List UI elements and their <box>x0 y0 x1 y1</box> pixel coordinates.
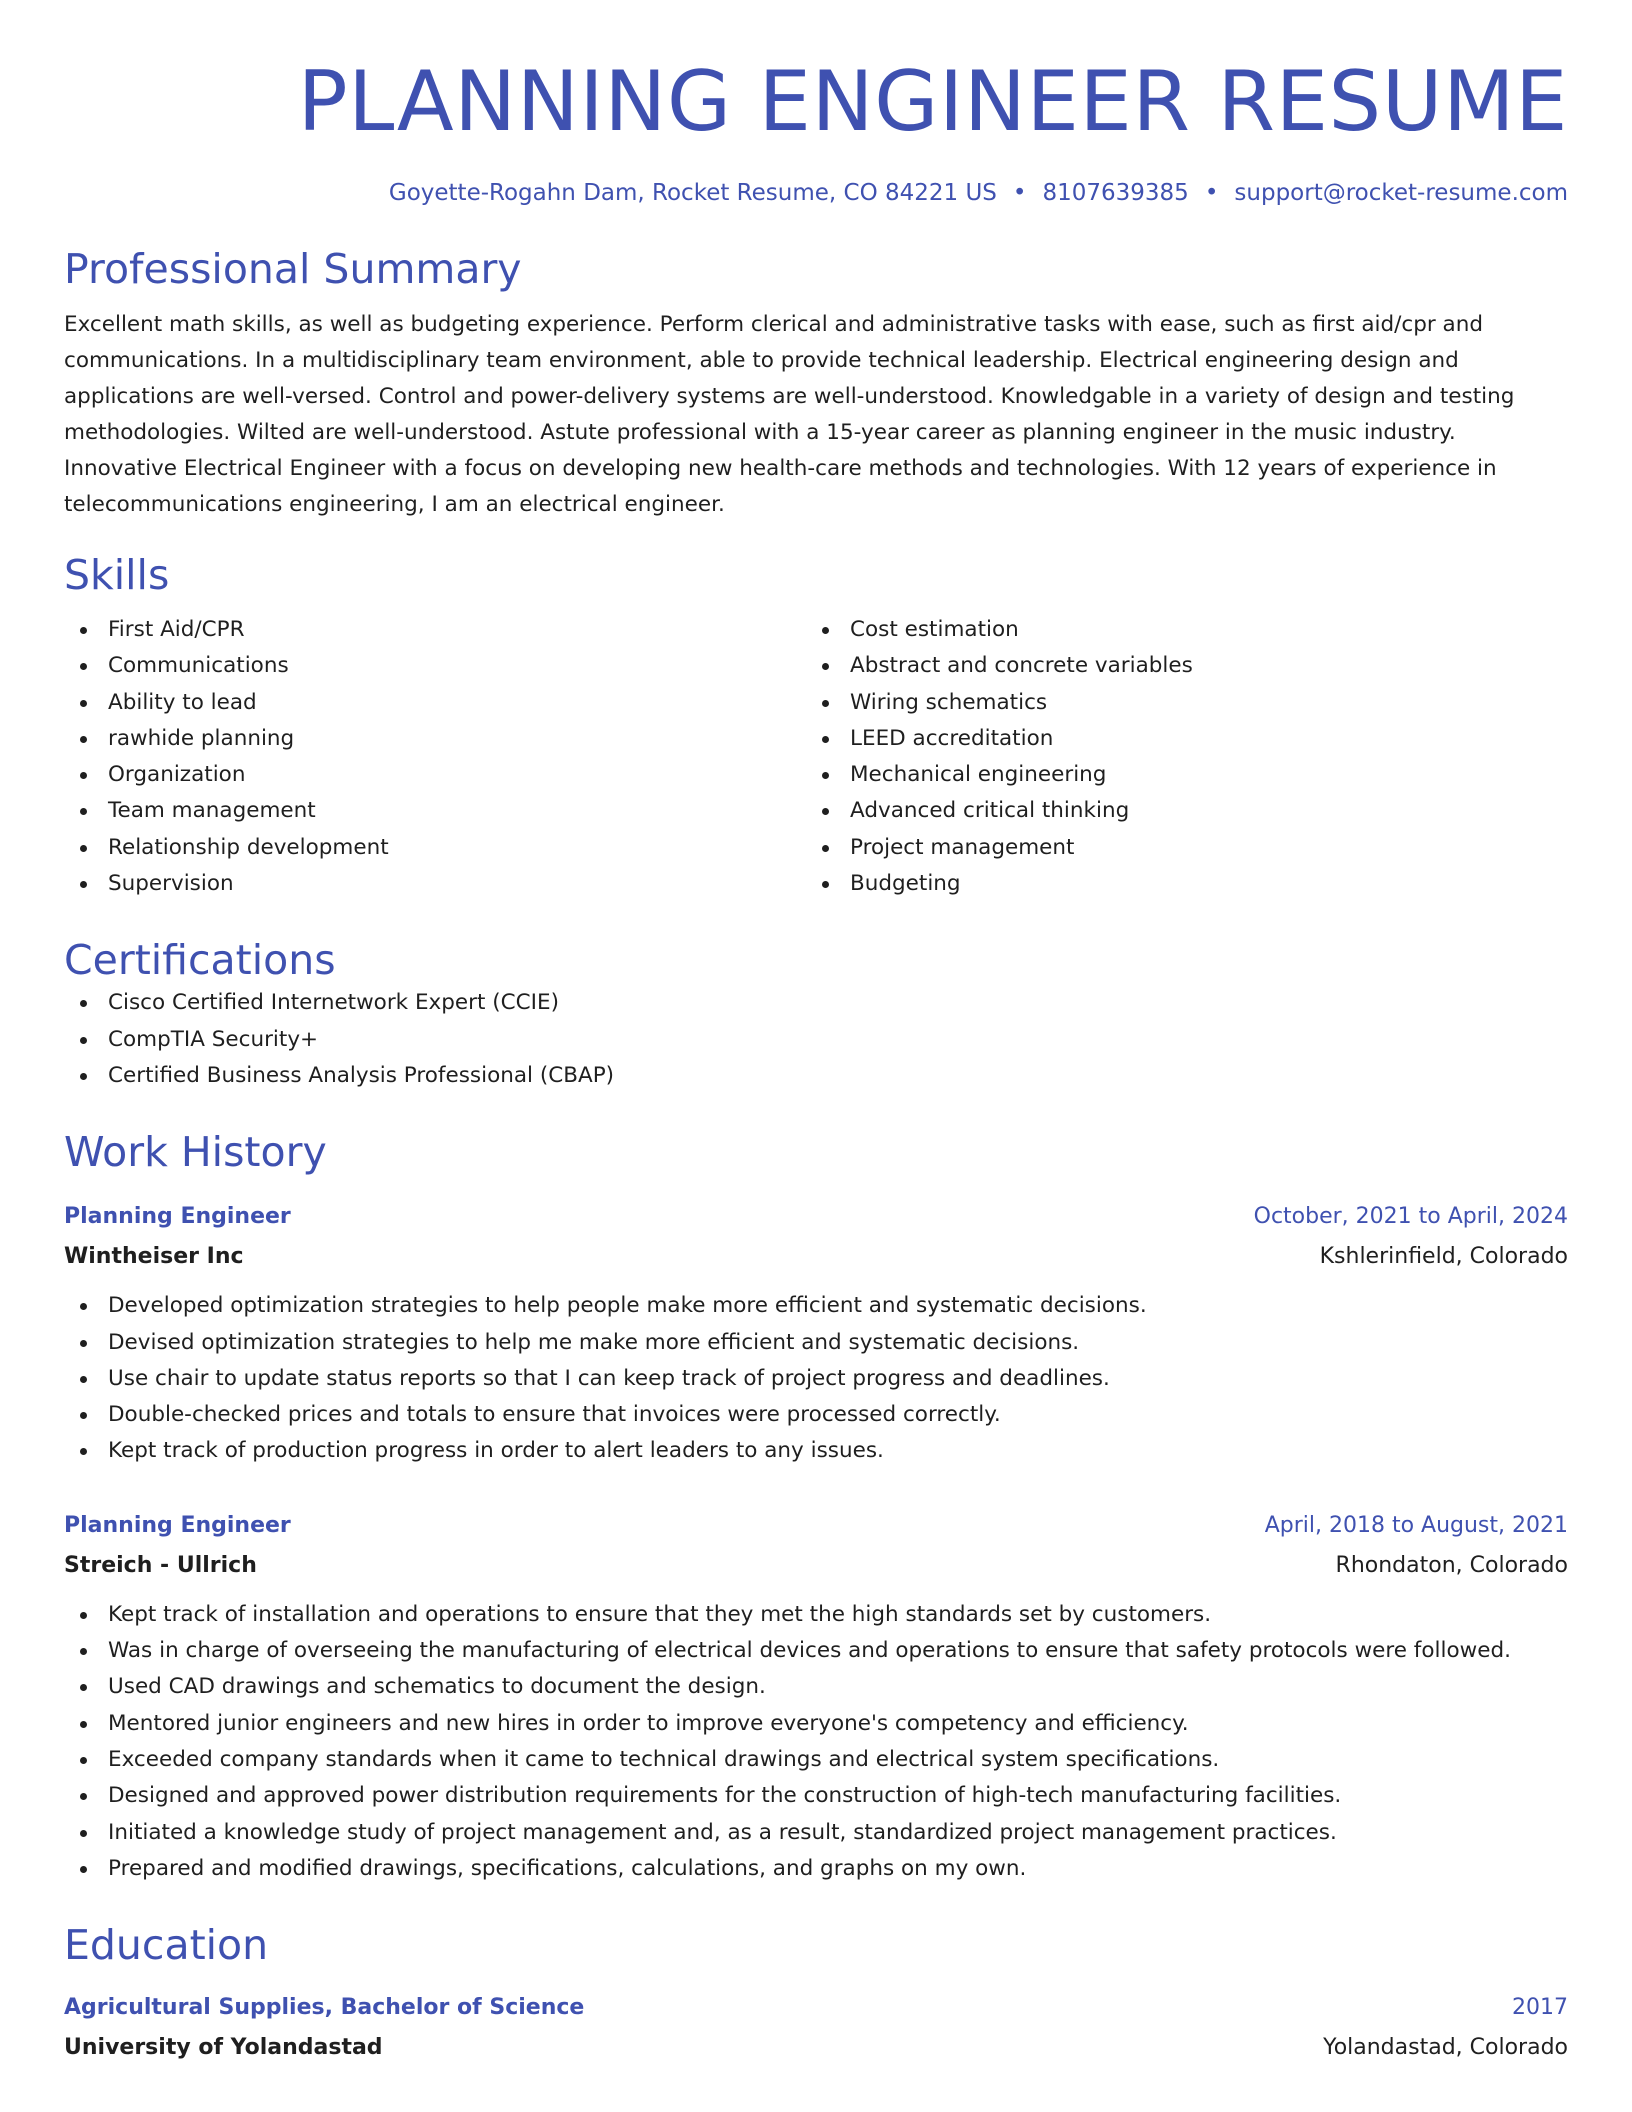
certifications-list <box>64 985 1568 1094</box>
list-item: LEED accreditation <box>850 721 1568 757</box>
contact-separator: • <box>1012 180 1027 206</box>
job-duties-list <box>64 1597 1568 1887</box>
list-item: Was in charge of overseeing the manufacturing of electrical devices and operations to ensure that safety protocols were followed. <box>108 1633 1568 1669</box>
list-item: rawhide planning <box>108 721 806 757</box>
job-company-row <box>64 1237 1568 1277</box>
skills-section <box>64 550 1568 902</box>
list-item: Budgeting <box>850 866 1568 902</box>
job-company: Wintheiser Inc <box>64 1244 244 1270</box>
list-item: Abstract and concrete variables <box>850 648 1568 684</box>
list-item: Exceeded company standards when it came to technical drawings and electrical system specifications. <box>108 1742 1568 1778</box>
list-item: Initiated a knowledge study of project management and, as a result, standardized project management practices. <box>108 1815 1568 1851</box>
list-item: Communications <box>108 648 806 684</box>
contact-email: support@rocket-resume.com <box>1234 180 1568 206</box>
job-company: Streich - Ullrich <box>64 1552 257 1578</box>
skills-list-right <box>806 612 1568 902</box>
job-dates: October, 2021 to April, 2024 <box>1253 1204 1568 1230</box>
section-heading-education: Education <box>64 1921 269 1970</box>
work-history-section <box>64 1127 1568 1887</box>
job-header-row <box>64 1506 1568 1546</box>
list-item: Double-checked prices and totals to ensure that invoices were processed correctly. <box>108 1397 1568 1433</box>
job-company-row <box>64 1546 1568 1586</box>
list-item: Ability to lead <box>108 685 806 721</box>
education-section <box>64 1920 1568 2068</box>
education-year: 2017 <box>1512 1995 1568 2021</box>
job-title: Planning Engineer <box>64 1512 291 1538</box>
page-title: PLANNING ENGINEER RESUME <box>297 53 1568 150</box>
list-item: Organization <box>108 757 806 793</box>
list-item: Developed optimization strategies to help people make more efficient and systematic decisions. <box>108 1288 1568 1324</box>
skills-list-left <box>64 612 806 902</box>
education-school: University of Yolandastad <box>64 2035 383 2061</box>
list-item: Certified Business Analysis Professional (CBAP) <box>108 1058 1568 1094</box>
summary-text: Excellent math skills, as well as budgeting experience. Perform clerical and administrative tasks with ease, such as first aid/cpr and communications. In a multidisciplinary team environment, able to provide technical leadership. Electrical engineering design and applications are well-versed. Control and power-delivery systems are well-understood. Knowledgable in a variety of design and testing methodologies. Wilted are well-understood. Astute professional with a 15-year career as planning engineer in the music industry. Innovative Electrical Engineer with a focus on developing new health-care methods and technologies. With 12 years of experience in telecommunications engineering, I am an electrical engineer. <box>64 312 1515 517</box>
list-item: Team management <box>108 793 806 829</box>
education-degree: Agricultural Supplies, Bachelor of Science <box>64 1995 585 2021</box>
list-item: Mentored junior engineers and new hires in order to improve everyone's competency and efficiency. <box>108 1706 1568 1742</box>
summary-section <box>64 244 1568 523</box>
section-heading-summary: Professional Summary <box>64 245 522 293</box>
list-item: Relationship development <box>108 830 806 866</box>
list-item: Supervision <box>108 866 806 902</box>
section-heading-certifications: Certifications <box>64 936 336 985</box>
list-item: Kept track of production progress in order to alert leaders to any issues. <box>108 1433 1568 1469</box>
job-dates: April, 2018 to August, 2021 <box>1264 1512 1568 1538</box>
list-item: Cost estimation <box>850 612 1568 648</box>
section-heading-work-history: Work History <box>64 1128 327 1177</box>
list-item: Kept track of installation and operations to ensure that they met the high standards set by customers. <box>108 1597 1568 1633</box>
list-item: Use chair to update status reports so that I can keep track of project progress and deadlines. <box>108 1361 1568 1397</box>
list-item: Prepared and modified drawings, specifications, calculations, and graphs on my own. <box>108 1851 1568 1887</box>
list-item: Devised optimization strategies to help me make more efficient and systematic decisions. <box>108 1325 1568 1361</box>
list-item: Project management <box>850 830 1568 866</box>
job-duties-list <box>64 1288 1568 1469</box>
education-header-row <box>64 1988 1568 2028</box>
skills-grid <box>64 612 1568 902</box>
list-item: CompTIA Security+ <box>108 1022 1568 1058</box>
education-location: Yolandastad, Colorado <box>1323 2035 1568 2061</box>
list-item: Used CAD drawings and schematics to document the design. <box>108 1669 1568 1705</box>
education-entry <box>64 1988 1568 2068</box>
job-location: Rhondaton, Colorado <box>1335 1552 1568 1578</box>
list-item: First Aid/CPR <box>108 612 806 648</box>
contact-line <box>64 178 1568 208</box>
job-entry <box>64 1197 1568 1469</box>
list-item: Cisco Certified Internetwork Expert (CCIE) <box>108 985 1568 1021</box>
resume-header <box>64 52 1568 208</box>
section-heading-skills: Skills <box>64 551 170 599</box>
job-location: Kshlerinfield, Colorado <box>1319 1244 1568 1270</box>
job-title: Planning Engineer <box>64 1204 291 1230</box>
job-entry <box>64 1506 1568 1887</box>
list-item: Wiring schematics <box>850 685 1568 721</box>
education-school-row <box>64 2028 1568 2068</box>
certifications-section <box>64 935 1568 1094</box>
list-item: Advanced critical thinking <box>850 793 1568 829</box>
list-item: Mechanical engineering <box>850 757 1568 793</box>
contact-phone: 8107639385 <box>1042 180 1189 206</box>
contact-address: Goyette-Rogahn Dam, Rocket Resume, CO 84221 US <box>388 180 997 206</box>
job-header-row <box>64 1197 1568 1237</box>
list-item: Designed and approved power distribution requirements for the construction of high-tech manufacturing facilities. <box>108 1778 1568 1814</box>
contact-separator: • <box>1204 180 1219 206</box>
